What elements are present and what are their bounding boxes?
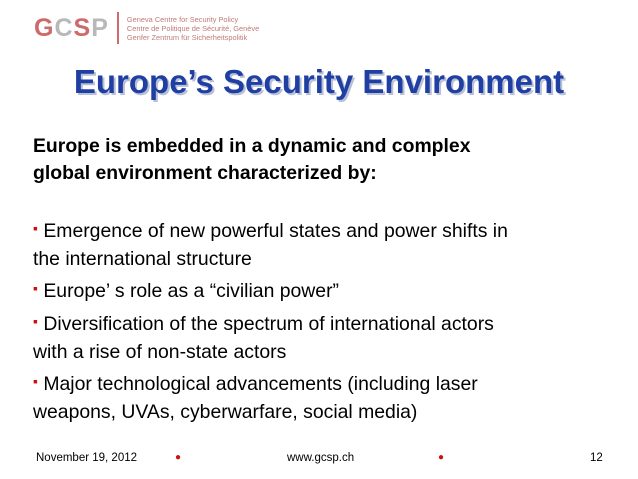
footer-url: www.gcsp.ch — [287, 452, 355, 464]
bullet-text: the international structure — [33, 248, 252, 270]
footer-separator-icon: ● — [438, 452, 445, 463]
bullet-list — [33, 218, 623, 431]
bullet-icon: ▪ — [33, 280, 38, 296]
bullet-icon: ▪ — [33, 313, 38, 329]
logo-acronym: GCSP — [34, 13, 109, 42]
bullet-item — [33, 371, 623, 426]
bullet-icon: ▪ — [33, 373, 38, 389]
bullet-text: weapons, UVAs, cyberwarfare, social media) — [33, 401, 418, 423]
logo-divider — [117, 12, 119, 44]
footer-separator-icon: ● — [175, 452, 182, 463]
footer-date: November 19, 2012 — [36, 452, 138, 464]
page-number: 12 — [590, 452, 603, 464]
bullet-text: Europe’ s role as a “civilian power” — [43, 280, 340, 302]
bullet-text: Emergence of new powerful states and power shifts in — [43, 220, 508, 242]
bullet-item — [33, 218, 623, 273]
bullet-text: with a rise of non-state actors — [33, 341, 287, 363]
bullet-icon: ▪ — [33, 220, 38, 236]
logo-line-de: Genfer Zentrum für Sicherheitspolitik — [126, 32, 248, 42]
bullet-item — [33, 278, 623, 306]
bullet-text: Major technological advancements (including laser — [43, 373, 478, 395]
logo-line-en: Geneva Centre for Security Policy — [126, 14, 239, 24]
logo-text — [127, 15, 259, 42]
logo-line-fr: Centre de Politique de Sécurité, Genève — [126, 23, 260, 33]
intro-line: global environment characterized by: — [33, 162, 377, 184]
bullet-text: Diversification of the spectrum of international actors — [43, 313, 494, 335]
intro-line: Europe is embedded in a dynamic and complex — [33, 135, 471, 157]
bullet-item — [33, 311, 623, 366]
slide-title: Europe’s Security Environment — [73, 63, 565, 100]
intro-text — [33, 133, 613, 187]
gcsp-logo — [34, 12, 259, 44]
slide-footer — [0, 452, 638, 470]
